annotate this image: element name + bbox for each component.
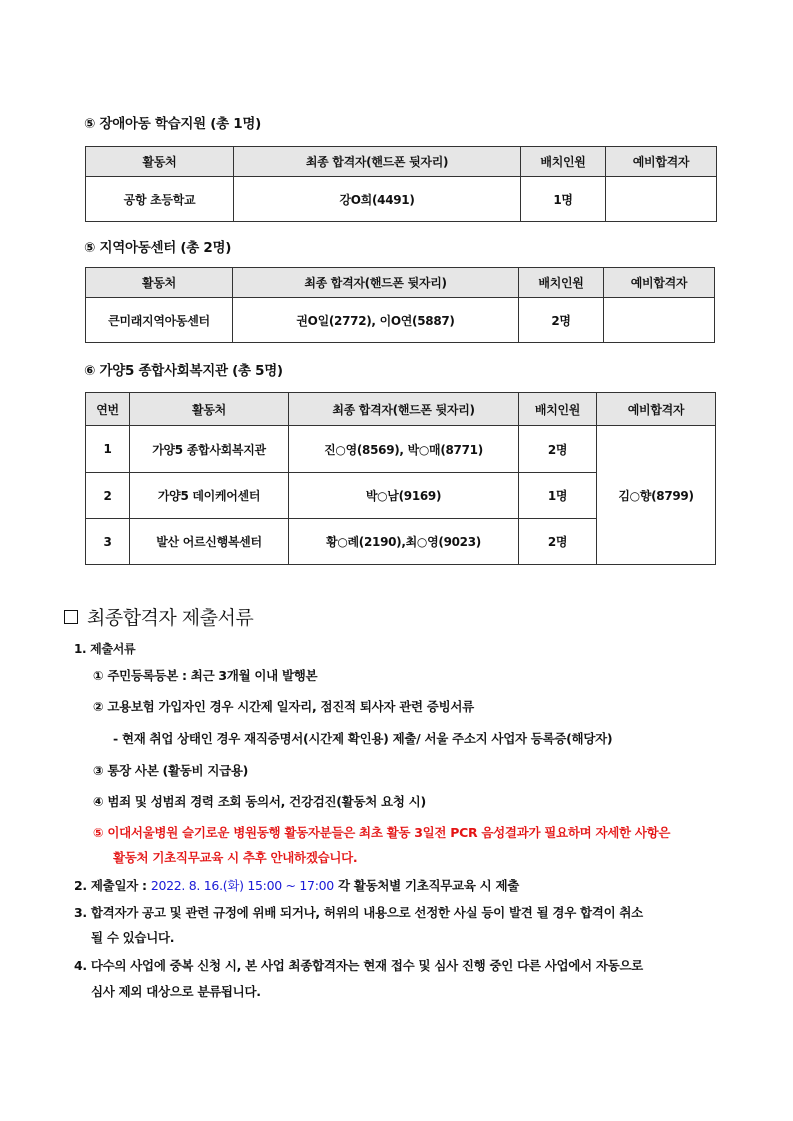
- item-3: 3. 합격자가 공고 및 관련 규정에 위배 되거나, 허위의 내용으로 선정한 사실 등이 발견 될 경우 합격이 취소: [74, 905, 643, 920]
- item-3-cont: 될 수 있습니다.: [91, 930, 175, 945]
- col-header-reserve: 예비합격자: [597, 393, 716, 426]
- item-4-cont: 심사 제외 대상으로 분류됩니다.: [91, 984, 261, 999]
- cell-finalists: 진○영(8569), 박○매(8771): [289, 426, 519, 473]
- col-header-count: 배치인원: [519, 393, 597, 426]
- checkbox-square-icon: [64, 610, 78, 624]
- cell-count: 2명: [519, 298, 604, 343]
- cell-no: 2: [86, 473, 130, 519]
- cell-place: 가양5 데이케어센터: [130, 473, 289, 519]
- item-1-sub-5-notice-cont: 활동처 기초직무교육 시 추후 안내하겠습니다.: [113, 850, 358, 865]
- table-disabled-child-support: [85, 146, 717, 222]
- table-gayang5-welfare: [85, 392, 716, 565]
- item-1-sub-1: ① 주민등록등본 : 최근 3개월 이내 발행본: [93, 668, 318, 683]
- cell-reserve: [606, 177, 717, 222]
- section-title-community-child-center: ⑤ 지역아동센터 (총 2명): [84, 240, 232, 256]
- documents-heading-text: 최종합격자 제출서류: [87, 607, 254, 629]
- cell-place: 가양5 종합사회복지관: [130, 426, 289, 473]
- section-title-gayang5-welfare: ⑥ 가양5 종합사회복지관 (총 5명): [84, 363, 283, 379]
- cell-count: 1명: [519, 473, 597, 519]
- item-2-label: 2. 제출일자 :: [74, 878, 151, 893]
- item-1-title: 1. 제출서류: [74, 642, 136, 656]
- col-header-finalists: 최종 합격자(핸드폰 뒷자리): [234, 147, 521, 177]
- section-title-disabled-child-support: ⑤ 장애아동 학습지원 (총 1명): [84, 116, 261, 132]
- cell-count: 2명: [519, 519, 597, 565]
- col-header-reserve: 예비합격자: [606, 147, 717, 177]
- col-header-finalists: 최종 합격자(핸드폰 뒷자리): [233, 268, 519, 298]
- item-2-date: 2022. 8. 16.(화) 15:00 ~ 17:00: [150, 878, 334, 893]
- col-header-reserve: 예비합격자: [604, 268, 715, 298]
- documents-heading: [64, 603, 253, 630]
- col-header-no: 연번: [86, 393, 130, 426]
- table-row: [86, 298, 715, 343]
- cell-no: 3: [86, 519, 130, 565]
- col-header-place: 활동처: [130, 393, 289, 426]
- col-header-place: 활동처: [86, 268, 233, 298]
- item-2-submission-date: [74, 876, 519, 894]
- item-1-sub-2-note: - 현재 취업 상태인 경우 재직증명서(시간제 확인용) 제출/ 서울 주소지 사업자 등록증(해당자): [113, 731, 613, 746]
- cell-count: 2명: [519, 426, 597, 473]
- table-header-row: [86, 268, 715, 298]
- cell-finalists: 황○례(2190),최○영(9023): [289, 519, 519, 565]
- table-header-row: [86, 393, 716, 426]
- cell-count: 1명: [521, 177, 606, 222]
- cell-finalists: 박○남(9169): [289, 473, 519, 519]
- cell-place: 발산 어르신행복센터: [130, 519, 289, 565]
- cell-reserve: [604, 298, 715, 343]
- item-2-rest: 각 활동처별 기초직무교육 시 제출: [333, 878, 520, 893]
- table-row: [86, 426, 716, 473]
- item-4: 4. 다수의 사업에 중복 신청 시, 본 사업 최종합격자는 현재 접수 및 심사 진행 중인 다른 사업에서 자동으로: [74, 958, 643, 973]
- table-row: [86, 177, 717, 222]
- col-header-finalists: 최종 합격자(핸드폰 뒷자리): [289, 393, 519, 426]
- item-1-sub-2: ② 고용보험 가입자인 경우 시간제 일자리, 점진적 퇴사자 관련 증빙서류: [93, 699, 474, 714]
- item-1-sub-5-notice: ⑤ 이대서울병원 슬기로운 병원동행 활동자분들은 최초 활동 3일전 PCR 음성결과가 필요하며 자세한 사항은: [93, 825, 671, 840]
- cell-reserve: 김○향(8799): [597, 426, 716, 565]
- table-header-row: [86, 147, 717, 177]
- cell-finalists: 권O일(2772), 이O연(5887): [233, 298, 519, 343]
- item-1-sub-3: ③ 통장 사본 (활동비 지급용): [93, 763, 249, 778]
- col-header-count: 배치인원: [519, 268, 604, 298]
- col-header-count: 배치인원: [521, 147, 606, 177]
- cell-place: 큰미래지역아동센터: [86, 298, 233, 343]
- cell-no: 1: [86, 426, 130, 473]
- item-1-sub-4: ④ 범죄 및 성범죄 경력 조회 동의서, 건강검진(활동처 요청 시): [93, 794, 426, 809]
- cell-place: 공항 초등학교: [86, 177, 234, 222]
- col-header-place: 활동처: [86, 147, 234, 177]
- cell-finalists: 강O희(4491): [234, 177, 521, 222]
- table-community-child-center: [85, 267, 715, 343]
